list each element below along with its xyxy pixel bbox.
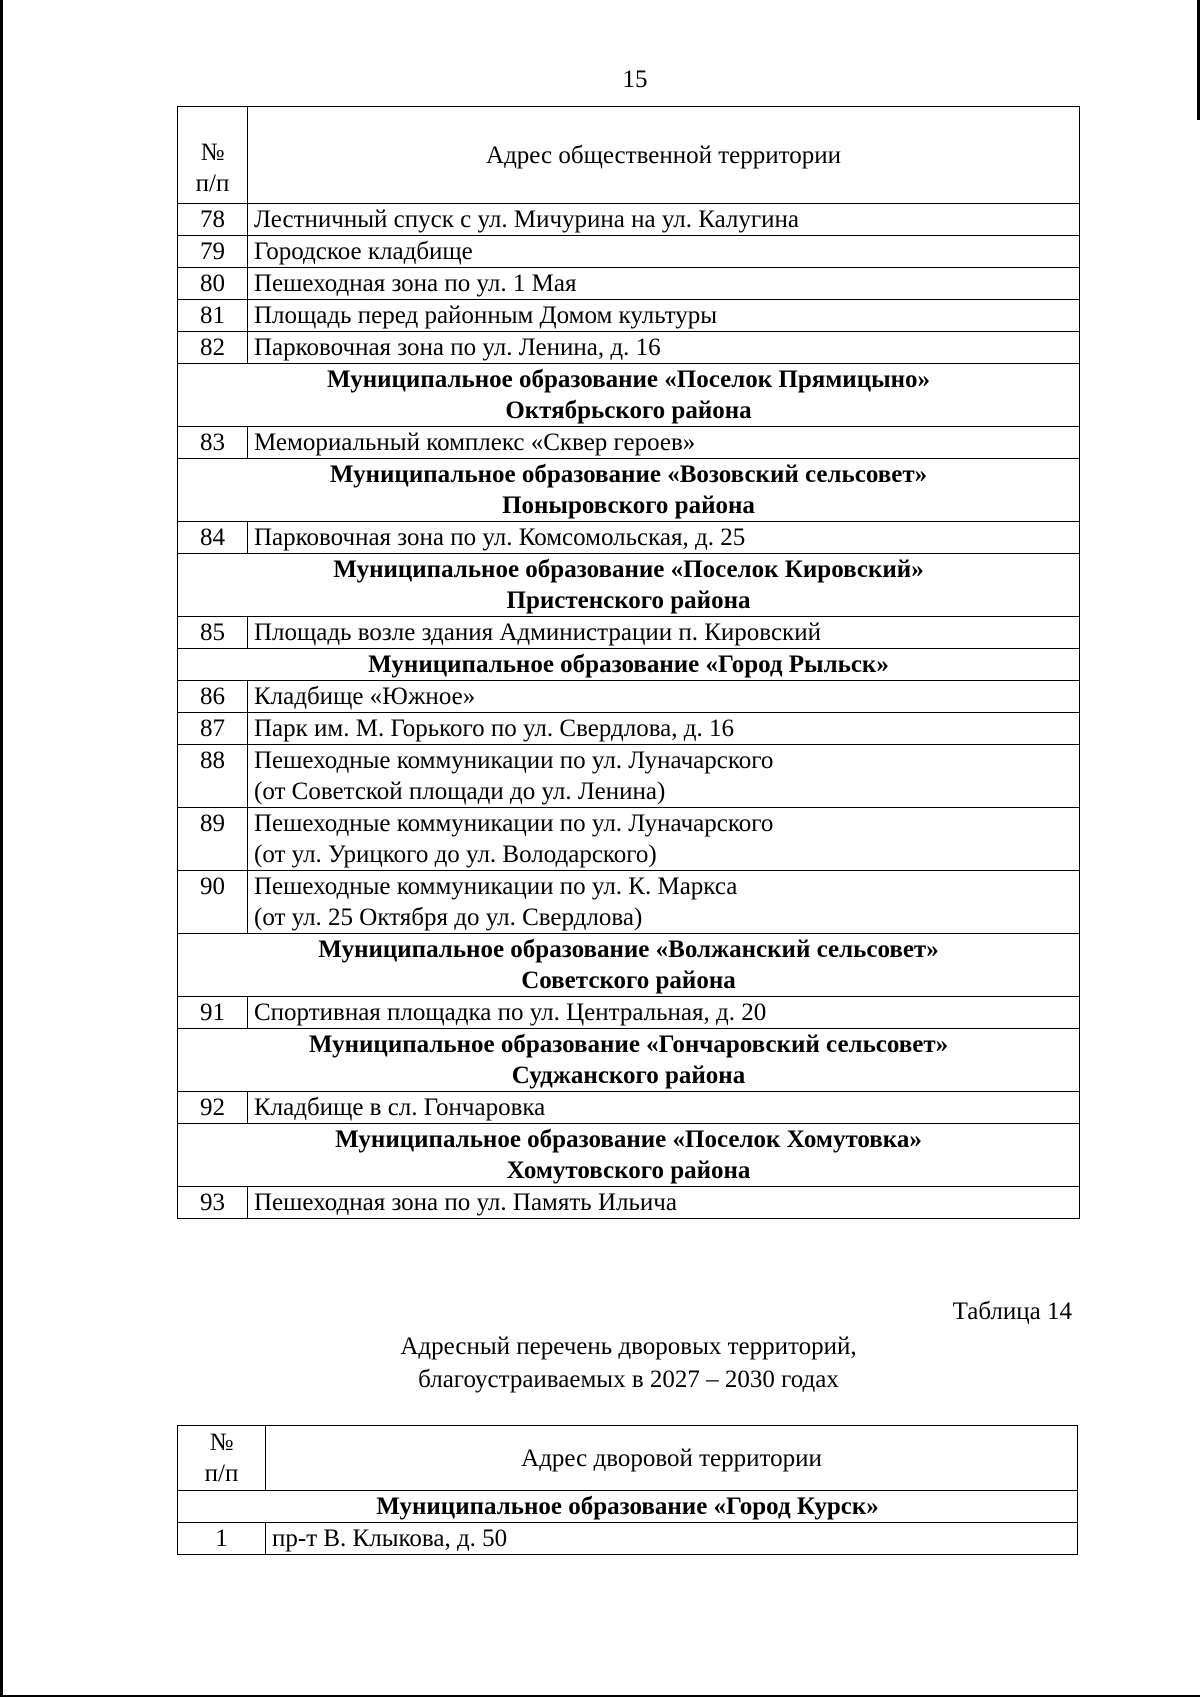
section-heading-line: Советского района: [521, 967, 736, 994]
row-number: 84: [178, 522, 248, 554]
row-number: 78: [178, 204, 248, 236]
section-row: [178, 1124, 1080, 1187]
section-heading-line: Октябрьского района: [505, 397, 752, 424]
row-address: [248, 236, 1080, 268]
section-heading: [178, 554, 1080, 617]
table-title-line: Адресный перечень дворовых территорий,: [400, 1333, 857, 1360]
row-address: [248, 871, 1080, 934]
section-heading-line: Муниципальное образование «Гончаровский сельсовет»: [308, 1031, 949, 1058]
section-heading: [178, 1491, 1078, 1523]
row-address-line: Пешеходная зона по ул. Память Ильича: [254, 1189, 677, 1216]
row-address-line: Кладбище в сл. Гончаровка: [254, 1094, 546, 1121]
section-row: [178, 1491, 1078, 1523]
row-number: 89: [178, 808, 248, 871]
table-row: [178, 617, 1080, 649]
table-row: [178, 332, 1080, 364]
row-address: [248, 713, 1080, 745]
section-heading-line: Муниципальное образование «Возовский сельсовет»: [329, 461, 928, 488]
row-address-line: Лестничный спуск с ул. Мичурина на ул. Калугина: [254, 206, 799, 233]
row-address: [248, 808, 1080, 871]
row-number: 88: [178, 745, 248, 808]
row-address: [248, 268, 1080, 300]
row-number: 80: [178, 268, 248, 300]
table-header: [178, 1426, 1078, 1491]
section-row: [178, 1029, 1080, 1092]
table-row: [178, 681, 1080, 713]
row-address-line: Площадь возле здания Администрации п. Кировский: [254, 619, 821, 646]
row-number: 82: [178, 332, 248, 364]
row-address: [248, 204, 1080, 236]
table-row: [178, 808, 1080, 871]
section-heading-line: Муниципальное образование «Город Рыльск»: [368, 651, 889, 678]
table-row: [178, 204, 1080, 236]
table-row: [178, 1523, 1078, 1555]
section-heading-line: Поныровского района: [502, 492, 755, 519]
row-address-line: (от Советской площади до ул. Ленина): [254, 778, 666, 805]
row-number: 79: [178, 236, 248, 268]
table-row: [178, 871, 1080, 934]
section-heading: [178, 364, 1080, 427]
row-address: [248, 745, 1080, 808]
row-address: [248, 332, 1080, 364]
section-heading-line: Пристенского района: [506, 587, 751, 614]
section-row: [178, 364, 1080, 427]
table-row: [178, 268, 1080, 300]
row-address-line: Кладбище «Южное»: [254, 683, 476, 710]
section-heading-line: Муниципальное образование «Город Курск»: [376, 1493, 879, 1520]
row-address: [248, 522, 1080, 554]
section-row: [178, 459, 1080, 522]
row-address-line: Площадь перед районным Домом культуры: [254, 302, 718, 329]
row-number: 1: [178, 1523, 266, 1555]
row-address: [248, 681, 1080, 713]
row-address: [248, 300, 1080, 332]
table-row: [178, 1187, 1080, 1219]
header-number-sign: №: [209, 1429, 234, 1456]
row-address-line: пр-т В. Клыкова, д. 50: [272, 1525, 508, 1552]
row-number: 85: [178, 617, 248, 649]
header-address-cell: [266, 1426, 1078, 1491]
row-address-line: Парковочная зона по ул. Комсомольская, д. 25: [254, 524, 746, 551]
table-row: [178, 522, 1080, 554]
table-title-line: благоустраиваемых в 2027 – 2030 годах: [418, 1366, 839, 1393]
row-number: 90: [178, 871, 248, 934]
row-address-line: Парк им. М. Горького по ул. Свердлова, д. 16: [254, 715, 734, 742]
row-address-line: Мемориальный комплекс «Сквер героев»: [254, 429, 696, 456]
row-number: 83: [178, 427, 248, 459]
section-heading: [178, 934, 1080, 997]
section-heading-line: Муниципальное образование «Поселок Кировский»: [333, 556, 924, 583]
public-territories-table: [177, 106, 1080, 1219]
scan-border-left: [0, 0, 3, 1697]
table-header: [178, 107, 1080, 204]
section-heading-line: Хомутовского района: [506, 1157, 751, 1184]
row-address-line: (от ул. Урицкого до ул. Володарского): [254, 841, 657, 868]
section-row: [178, 554, 1080, 617]
row-address: [266, 1523, 1078, 1555]
row-address-line: (от ул. 25 Октября до ул. Свердлова): [254, 904, 643, 931]
header-address-cell: [248, 107, 1080, 204]
table-row: [178, 997, 1080, 1029]
section-heading: [178, 1029, 1080, 1092]
header-number-cell: [178, 1426, 266, 1491]
section-heading: [178, 459, 1080, 522]
header-number-sign: №: [200, 139, 225, 166]
row-address-line: Городское кладбище: [254, 238, 473, 265]
section-heading-line: Муниципальное образование «Волжанский сельсовет»: [318, 936, 939, 963]
row-address-line: Парковочная зона по ул. Ленина, д. 16: [254, 334, 661, 361]
section-heading-line: Суджанского района: [511, 1062, 746, 1089]
table-row: [178, 300, 1080, 332]
section-heading-line: Муниципальное образование «Поселок Прямицыно»: [326, 366, 931, 393]
row-address-line: Пешеходная зона по ул. 1 Мая: [254, 270, 577, 297]
header-address: Адрес дворовой территории: [521, 1444, 822, 1472]
section-heading-line: Муниципальное образование «Поселок Хомутовка»: [335, 1126, 922, 1153]
courtyard-territories-table: [177, 1425, 1078, 1555]
table-title: [177, 1330, 1080, 1396]
row-address-line: Спортивная площадка по ул. Центральная, д. 20: [254, 999, 767, 1026]
row-address: [248, 1092, 1080, 1124]
table-row: [178, 1092, 1080, 1124]
row-number: 93: [178, 1187, 248, 1219]
row-number: 86: [178, 681, 248, 713]
row-number: 91: [178, 997, 248, 1029]
section-row: [178, 934, 1080, 997]
table-label: Таблица 14: [952, 1298, 1072, 1325]
row-address: [248, 427, 1080, 459]
row-address: [248, 997, 1080, 1029]
row-address-line: Пешеходные коммуникации по ул. К. Маркса: [254, 873, 738, 900]
page-number: 15: [622, 66, 648, 93]
row-number: 87: [178, 713, 248, 745]
section-heading: [178, 649, 1080, 681]
row-number: 81: [178, 300, 248, 332]
table-row: [178, 236, 1080, 268]
table-row: [178, 427, 1080, 459]
header-address: Адрес общественной территории: [486, 141, 841, 169]
section-heading: [178, 1124, 1080, 1187]
header-number-cell: [178, 107, 248, 204]
row-number: 92: [178, 1092, 248, 1124]
row-address: [248, 617, 1080, 649]
table-row: [178, 745, 1080, 808]
row-address-line: Пешеходные коммуникации по ул. Луначарского: [254, 810, 774, 837]
header-number-abbr: п/п: [204, 1460, 239, 1487]
row-address-line: Пешеходные коммуникации по ул. Луначарского: [254, 747, 774, 774]
header-number-abbr: п/п: [195, 170, 230, 197]
section-row: [178, 649, 1080, 681]
table-row: [178, 713, 1080, 745]
row-address: [248, 1187, 1080, 1219]
